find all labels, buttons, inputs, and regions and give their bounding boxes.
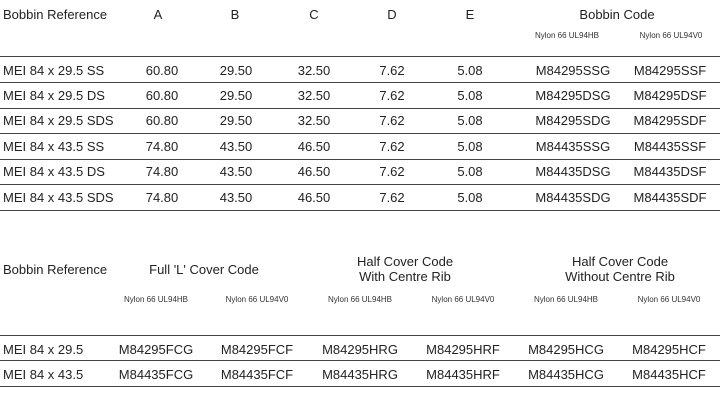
cell-a: 74.80: [145, 139, 179, 154]
cell-code-ul94hb: M84295SDG: [535, 113, 611, 128]
cell-code-ul94hb: M84435DSG: [535, 164, 611, 179]
cell-d: 7.62: [379, 113, 405, 128]
cell-a: 74.80: [145, 190, 179, 205]
cell-full-cover-ul94hb: M84295FCG: [118, 342, 194, 357]
cell-bobbin-reference: MEI 84 x 29.5 DS: [3, 88, 105, 103]
cell-d: 7.62: [379, 164, 405, 179]
cell-bobbin-reference: MEI 84 x 29.5: [3, 342, 84, 357]
cell-d: 7.62: [379, 63, 405, 78]
cell-e: 5.08: [457, 139, 483, 154]
cell-code-ul94v0: M84435DSF: [633, 164, 707, 179]
cell-e: 5.08: [457, 190, 483, 205]
table-divider: [0, 184, 720, 185]
table-divider: [0, 335, 720, 336]
cell-d: 7.62: [379, 139, 405, 154]
cell-code-ul94hb: M84295SSG: [535, 63, 611, 78]
cell-code-ul94hb: M84435SDG: [535, 190, 611, 205]
header-b: B: [230, 7, 240, 22]
cell-code-ul94v0: M84295SDF: [633, 113, 707, 128]
table-divider: [0, 159, 720, 160]
cell-e: 5.08: [457, 164, 483, 179]
cell-code-ul94v0: M84435SSF: [633, 139, 707, 154]
cell-half-rib-ul94hb: M84435HRG: [322, 367, 398, 382]
header-d: D: [387, 7, 397, 22]
cell-b: 29.50: [219, 113, 253, 128]
subheader-ul94v0: Nylon 66 UL94V0: [225, 295, 289, 304]
cell-e: 5.08: [457, 113, 483, 128]
header-half-cover-rib-line1: Half Cover Code: [356, 254, 454, 269]
cell-code-ul94v0: M84435SDF: [633, 190, 707, 205]
cell-e: 5.08: [457, 88, 483, 103]
subheader-ul94hb: Nylon 66 UL94HB: [533, 295, 599, 304]
cell-c: 32.50: [297, 88, 331, 103]
table-divider: [0, 210, 720, 211]
cell-a: 60.80: [145, 88, 179, 103]
header-half-cover-rib-line2: With Centre Rib: [359, 269, 451, 284]
cell-code-ul94hb: M84295DSG: [535, 88, 611, 103]
cell-d: 7.62: [379, 190, 405, 205]
cell-b: 29.50: [219, 88, 253, 103]
table-divider: [0, 386, 720, 387]
cell-code-ul94v0: M84295DSF: [633, 88, 707, 103]
cell-bobbin-reference: MEI 84 x 29.5 SS: [3, 63, 105, 78]
cell-c: 46.50: [297, 190, 331, 205]
cell-b: 29.50: [219, 63, 253, 78]
cell-full-cover-ul94v0: M84295FCF: [220, 342, 294, 357]
subheader-ul94hb: Nylon 66 UL94HB: [534, 31, 600, 40]
cell-a: 60.80: [145, 63, 179, 78]
cell-bobbin-reference: MEI 84 x 43.5 DS: [3, 164, 105, 179]
cell-a: 74.80: [145, 164, 179, 179]
subheader-ul94hb: Nylon 66 UL94HB: [123, 295, 189, 304]
cell-half-norib-ul94hb: M84435HCG: [528, 367, 604, 382]
cell-full-cover-ul94hb: M84435FCG: [118, 367, 194, 382]
cell-bobbin-reference: MEI 84 x 29.5 SDS: [3, 113, 114, 128]
header-half-cover-norib-line2: Without Centre Rib: [565, 269, 675, 284]
cell-bobbin-reference: MEI 84 x 43.5: [3, 367, 84, 382]
cell-bobbin-reference: MEI 84 x 43.5 SS: [3, 139, 105, 154]
header-bobbin-reference: Bobbin Reference: [3, 7, 108, 22]
cell-c: 46.50: [297, 164, 331, 179]
cell-half-rib-ul94v0: M84295HRF: [426, 342, 500, 357]
subheader-ul94v0: Nylon 66 UL94V0: [639, 31, 703, 40]
cell-code-ul94v0: M84295SSF: [633, 63, 707, 78]
cell-code-ul94hb: M84435SSG: [535, 139, 611, 154]
header-bobbin-code: Bobbin Code: [579, 7, 655, 22]
header-half-cover-norib-line1: Half Cover Code: [571, 254, 669, 269]
cell-e: 5.08: [457, 63, 483, 78]
subheader-ul94hb: Nylon 66 UL94HB: [327, 295, 393, 304]
header-a: A: [153, 7, 163, 22]
cell-half-norib-ul94v0: M84435HCF: [632, 367, 706, 382]
cell-half-rib-ul94v0: M84435HRF: [426, 367, 500, 382]
table-divider: [0, 133, 720, 134]
cell-c: 46.50: [297, 139, 331, 154]
subheader-ul94v0: Nylon 66 UL94V0: [431, 295, 495, 304]
header-c: C: [309, 7, 319, 22]
subheader-ul94v0: Nylon 66 UL94V0: [637, 295, 701, 304]
cell-bobbin-reference: MEI 84 x 43.5 SDS: [3, 190, 114, 205]
header-full-cover-code: Full 'L' Cover Code: [149, 262, 259, 277]
cell-half-norib-ul94hb: M84295HCG: [528, 342, 604, 357]
table-divider: [0, 82, 720, 83]
cell-b: 43.50: [219, 190, 253, 205]
header-bobbin-reference-2: Bobbin Reference: [3, 262, 108, 277]
cell-b: 43.50: [219, 139, 253, 154]
table-divider: [0, 108, 720, 109]
table-divider: [0, 360, 720, 361]
cell-b: 43.50: [219, 164, 253, 179]
cell-half-rib-ul94hb: M84295HRG: [322, 342, 398, 357]
cell-a: 60.80: [145, 113, 179, 128]
cell-c: 32.50: [297, 113, 331, 128]
table-divider: [0, 56, 720, 57]
cell-c: 32.50: [297, 63, 331, 78]
header-e: E: [465, 7, 475, 22]
cell-d: 7.62: [379, 88, 405, 103]
cell-half-norib-ul94v0: M84295HCF: [632, 342, 706, 357]
cell-full-cover-ul94v0: M84435FCF: [220, 367, 294, 382]
